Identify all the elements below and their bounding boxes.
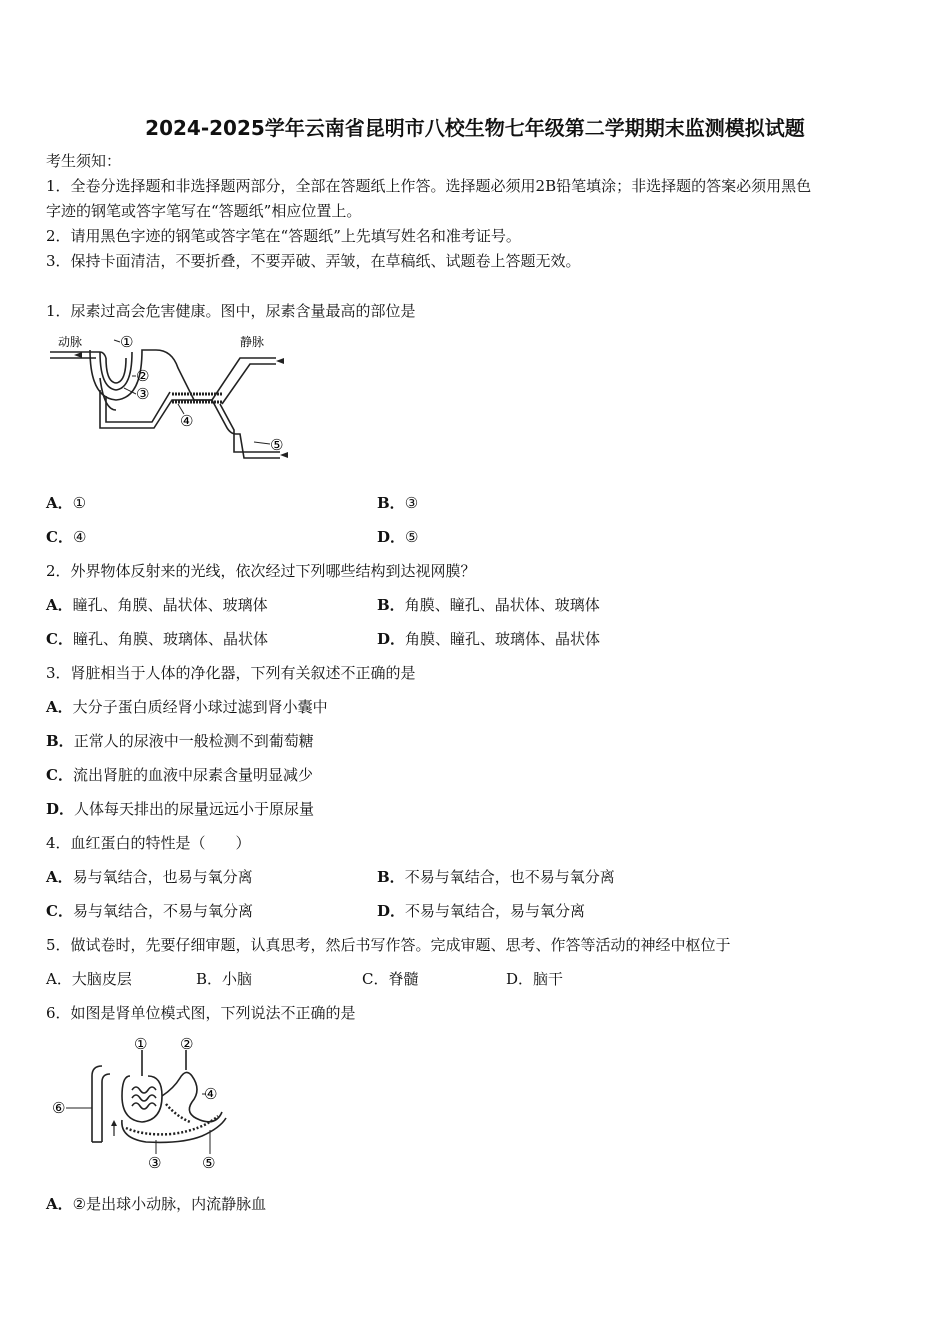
notice-heading: 考生须知： (46, 152, 122, 170)
question-3-stem: 3．肾脏相当于人体的净化器，下列有关叙述不正确的是 (46, 664, 416, 682)
q4-option-c[interactable]: C．易与氧结合，不易与氧分离 (46, 902, 253, 920)
question-4-stem: 4．血红蛋白的特性是（ ） (46, 834, 251, 852)
notice-item: 3．保持卡面清洁，不要折叠，不要弄破、弄皱，在草稿纸、试题卷上答题无效。 (46, 252, 581, 270)
q6-mark-1: ① (134, 1035, 148, 1053)
q5-option-c[interactable]: C．脊髓 (362, 970, 419, 988)
q1-artery-label: 动脉 (58, 335, 83, 349)
question-1-stem: 1．尿素过高会危害健康。图中，尿素含量最高的部位是 (46, 302, 416, 320)
q2-option-a[interactable]: A．瞳孔、角膜、晶状体、玻璃体 (46, 596, 268, 614)
notice-item: 字迹的钢笔或答字笔写在“答题纸”相应位置上。 (46, 202, 362, 220)
question-5-stem: 5．做试卷时，先要仔细审题，认真思考，然后书写作答。完成审题、思考、作答等活动的神经中枢位于 (46, 936, 731, 954)
q4-option-b[interactable]: B．不易与氧结合，也不易与氧分离 (377, 868, 615, 886)
q1-kidney-blood-flow-figure (44, 328, 304, 468)
q6-mark-3: ③ (148, 1154, 162, 1172)
q1-option-a[interactable]: A．① (46, 494, 87, 512)
q1-mark-4: ④ (180, 412, 194, 430)
q1-mark-3: ③ (136, 385, 150, 403)
q5-option-d[interactable]: D．脑干 (506, 970, 564, 988)
q1-option-d[interactable]: D．⑤ (377, 528, 419, 546)
q2-option-b[interactable]: B．角膜、瞳孔、晶状体、玻璃体 (377, 596, 600, 614)
q1-option-c[interactable]: C．④ (46, 528, 87, 546)
q1-mark-5: ⑤ (270, 436, 284, 454)
q6-mark-5: ⑤ (202, 1154, 216, 1172)
q6-mark-2: ② (180, 1035, 194, 1053)
q1-mark-2: ② (136, 367, 150, 385)
q5-option-a[interactable]: A．大脑皮层 (46, 970, 132, 988)
q6-mark-4: ④ (204, 1085, 218, 1103)
q4-option-a[interactable]: A．易与氧结合，也易与氧分离 (46, 868, 253, 886)
q6-nephron-figure (52, 1032, 242, 1172)
notice-item: 2．请用黑色字迹的钢笔或答字笔在“答题纸”上先填写姓名和准考证号。 (46, 227, 521, 245)
notice-item: 1．全卷分选择题和非选择题两部分，全部在答题纸上作答。选择题必须用2B铅笔填涂；非选择题的答案必须用黑色 (46, 177, 812, 195)
q3-option-a[interactable]: A．大分子蛋白质经肾小球过滤到肾小囊中 (46, 698, 328, 716)
q3-option-c[interactable]: C．流出肾脏的血液中尿素含量明显减少 (46, 766, 313, 784)
q5-option-b[interactable]: B．小脑 (196, 970, 253, 988)
question-2-stem: 2．外界物体反射来的光线，依次经过下列哪些结构到达视网膜？ (46, 562, 476, 580)
q6-option-a[interactable]: A．②是出球小动脉，内流静脉血 (46, 1195, 267, 1213)
q2-option-c[interactable]: C．瞳孔、角膜、玻璃体、晶状体 (46, 630, 268, 648)
q1-mark-1: ① (120, 333, 134, 351)
question-6-stem: 6．如图是肾单位模式图，下列说法不正确的是 (46, 1004, 356, 1022)
q4-option-d[interactable]: D．不易与氧结合，易与氧分离 (377, 902, 586, 920)
q3-option-d[interactable]: D．人体每天排出的尿量远远小于原尿量 (46, 800, 315, 818)
q6-mark-6: ⑥ (52, 1099, 66, 1117)
page-title: 2024-2025学年云南省昆明市八校生物七年级第二学期期末监测模拟试题 (145, 116, 805, 140)
q1-vein-label: 静脉 (240, 335, 265, 349)
q3-option-b[interactable]: B．正常人的尿液中一般检测不到葡萄糖 (46, 732, 314, 750)
q1-option-b[interactable]: B．③ (377, 494, 419, 512)
q2-option-d[interactable]: D．角膜、瞳孔、玻璃体、晶状体 (377, 630, 601, 648)
